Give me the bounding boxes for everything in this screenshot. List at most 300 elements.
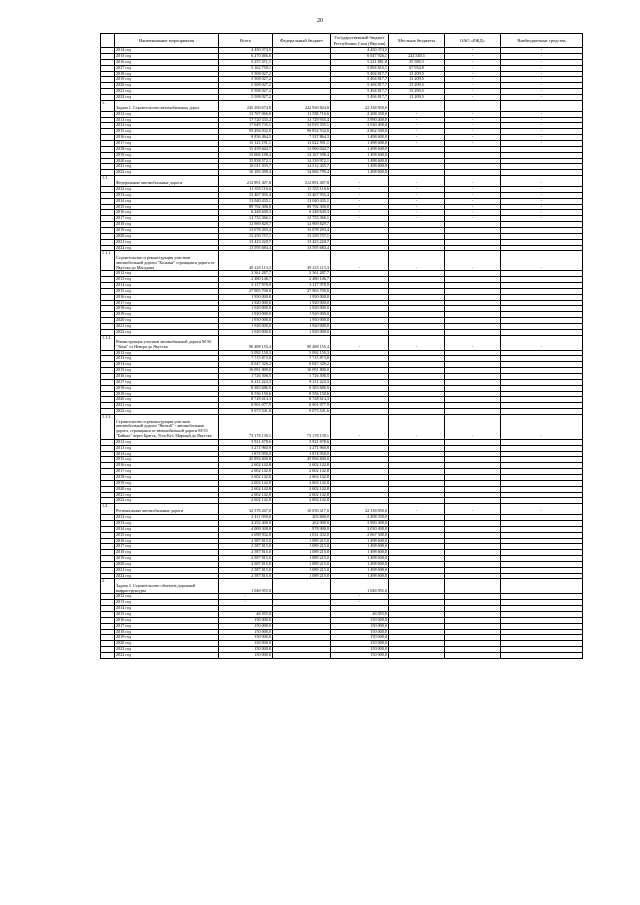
row-local: - [389,129,445,135]
row-rzd: - [445,192,501,198]
row-activity: 2012 год [115,594,219,600]
row-federal: 8 728 614,3 [273,397,331,403]
row-total: 13 078 293,4 [219,227,273,233]
row-total: 8 901 077,9 [219,403,273,409]
row-total: 2 587 815,0 [219,561,273,567]
row-activity: 2022 год [115,409,219,415]
row-extrabudgetary: - [501,204,583,210]
row-activity: 2016 год [115,135,219,141]
row-local: - [389,111,445,117]
row-total: 150 000,0 [219,629,273,635]
row-total: 1 920 000,0 [219,300,273,306]
row-local: - [389,204,445,210]
row-local: - [389,123,445,129]
row-total: 46 955,0 [219,612,273,618]
row-state: 3 030 400,0 [331,526,389,532]
row-rzd: - [445,65,501,71]
row-rzd: - [445,77,501,83]
row-federal: 27 905 700,0 [273,288,331,294]
row-total: 8 556 150,6 [219,391,273,397]
row-activity: 2012 год [115,111,219,117]
row-activity: 2016 год [115,210,219,216]
row-federal: 89 792 300,0 [273,204,331,210]
row-extrabudgetary: - [501,251,583,271]
row-activity: 2020 год [115,397,219,403]
row-activity: 2020 год [115,561,219,567]
row-total: 5 257 471,1 [219,59,273,65]
row-state: 46 955,0 [331,612,389,618]
row-federal [273,652,331,658]
row-federal: 2 361 287,7 [273,271,331,277]
row-local: - [389,210,445,216]
row-extrabudgetary: - [501,94,583,100]
row-local: 13 209,5 [389,77,445,83]
row-federal: 1 089 215,0 [273,538,331,544]
row-total: 16 183 399,4 [219,170,273,176]
row-total: 150 000,0 [219,641,273,647]
row-total: 5 508 027,2 [219,71,273,77]
row-extrabudgetary: - [501,65,583,71]
row-total: 150 000,0 [219,617,273,623]
row-activity: 2016 год [115,59,219,65]
row-federal: 8 901 077,9 [273,403,331,409]
row-activity: 2015 год [115,54,219,60]
row-total: 90 488 155,4 [219,335,273,350]
row-activity: 2021 год [115,164,219,170]
row-total: 16 091 800,0 [219,368,273,374]
row-total: 1 726 506,5 [219,374,273,380]
row-activity: 2018 год [115,222,219,228]
row-activity: 2022 год [115,245,219,251]
row-state: 5 094 816,1 [331,65,389,71]
row-total: 5 508 027,2 [219,89,273,95]
row-activity: 2014 год [115,362,219,368]
row-state: 2 662 500,0 [331,129,389,135]
row-rzd: - [445,204,501,210]
row-state: 2 667 500,0 [331,532,389,538]
row-number: 1.1.2. [101,335,115,350]
row-extrabudgetary [501,579,583,594]
row-local: 13 209,5 [389,94,445,100]
row-state: 22 338 850,0 [331,504,389,515]
row-state: 1 498 600,0 [331,567,389,573]
row-rzd: - [445,335,501,350]
row-rzd: - [445,94,501,100]
budget-table [100,33,583,659]
header-extrabudgetary: Внебюджетные средства [501,34,583,48]
row-state: 1 498 600,0 [331,538,389,544]
row-total: 2 480 146,7 [219,277,273,283]
row-total: - [219,600,273,606]
row-state: 3 030 400,0 [331,123,389,129]
row-federal: 978 900,0 [273,526,331,532]
row-state: 1 498 600,0 [331,164,389,170]
row-activity: 2013 год [115,356,219,362]
row-federal: 8 211 223,3 [273,379,331,385]
row-rzd: - [445,117,501,123]
row-activity: 2016 год [115,294,219,300]
row-total: 2 602 142,8 [219,474,273,480]
row-total: 2 587 815,0 [219,556,273,562]
row-total: 5 508 027,2 [219,77,273,83]
row-federal: 2 602 142,8 [273,469,331,475]
row-total: 2 602 142,8 [219,463,273,469]
row-federal: 13 250 757,1 [273,233,331,239]
row-federal: 14 684 799,4 [273,170,331,176]
row-activity: 2015 год [115,129,219,135]
row-extrabudgetary: - [501,192,583,198]
row-extrabudgetary: - [501,504,583,515]
row-total: 2 602 142,8 [219,498,273,504]
row-federal: 1 920 000,0 [273,329,331,335]
row-activity: 2012 год [115,515,219,521]
row-rzd: - [445,111,501,117]
row-activity: 2015 год [115,288,219,294]
row-state: - [331,198,389,204]
row-activity: 2012 год [115,439,219,445]
header-total: Всего [219,34,273,48]
row-activity: 2015 год [115,612,219,618]
row-activity: 2013 год [115,445,219,451]
row-total: 32 378 267,0 [219,504,273,515]
row-total: 2 587 815,0 [219,538,273,544]
header-state-budget: Государственный бюджет Республики Саха (Якутия) [331,34,389,48]
row-total: 1 920 000,0 [219,323,273,329]
row-activity: 2018 год [115,306,219,312]
row-federal: 1 089 215,0 [273,550,331,556]
row-extrabudgetary: - [501,141,583,147]
row-total: 93 494 032,0 [219,129,273,135]
row-local: - [389,504,445,515]
row-activity: 2017 год [115,544,219,550]
row-federal: 1 726 506,5 [273,374,331,380]
row-activity: 2019 год [115,77,219,83]
row-state: 150 000,0 [331,629,389,635]
row-total: 150 000,0 [219,652,273,658]
row-federal: 14 167 598,4 [273,152,331,158]
row-total: 1 920 000,0 [219,312,273,318]
row-activity: 2022 год [115,573,219,579]
row-total: 3 921 678,6 [219,439,273,445]
row-extrabudgetary: - [501,123,583,129]
row-activity: 2018 год [115,385,219,391]
row-total: 3 698 932,0 [219,532,273,538]
row-number: 1.1.1. [101,251,115,271]
row-federal: 8 383 686,9 [273,385,331,391]
section-row [101,176,583,187]
row-local: - [389,117,445,123]
row-total: 3 117 978,9 [219,283,273,289]
row-number: 1. [101,100,115,111]
row-rzd: - [445,187,501,193]
row-activity: Федеральные автомобильные дороги [115,176,219,187]
row-activity: 2017 год [115,216,219,222]
row-rzd: - [445,141,501,147]
row-activity: 2014 год [115,198,219,204]
row-activity: Реконструкция участков автомобильной дороги М-56 "Лена" от Невера до Якутска [115,335,219,350]
row-number: 1.1. [101,176,115,187]
row-extrabudgetary: - [501,77,583,83]
row-federal: 1 089 215,0 [273,556,331,562]
row-local [389,652,445,658]
row-federal: 9 073 541,6 [273,409,331,415]
row-federal: 262 000,0 [273,521,331,527]
row-rzd: - [445,216,501,222]
row-state: 1 498 600,0 [331,158,389,164]
row-total: 49 225 113,3 [219,251,273,271]
row-activity: 2014 год [115,283,219,289]
row-total: 15 666 198,4 [219,152,273,158]
row-activity: 2019 год [115,480,219,486]
row-local: - [389,414,445,439]
row-extrabudgetary: - [501,198,583,204]
row-extrabudgetary: - [501,111,583,117]
row-state: 150 000,0 [331,641,389,647]
row-total: - [219,594,273,600]
row-total: 212 891 407,8 [219,176,273,187]
row-federal: 13 595 684,4 [273,245,331,251]
row-total: 5 508 027,2 [219,83,273,89]
row-activity: 2021 год [115,492,219,498]
row-total: 2 602 142,8 [219,469,273,475]
row-total: 1 950 000,0 [219,294,273,300]
section-row [101,414,583,439]
row-state: 5 494 817,7 [331,77,389,83]
row-federal: 2 602 142,8 [273,480,331,486]
row-total: 8 211 223,3 [219,379,273,385]
row-total: 150 000,0 [219,635,273,641]
row-federal: 16 091 800,0 [273,368,331,374]
section-row [101,100,583,111]
row-activity: 2013 год [115,600,219,606]
row-state: - [331,187,389,193]
row-federal: 73 178 139,1 [273,414,331,439]
row-federal: 45 894 600,0 [273,457,331,463]
row-extrabudgetary: - [501,48,583,54]
row-extrabudgetary [501,652,583,658]
row-total: 5 092 150,3 [219,350,273,356]
row-extrabudgetary: - [501,129,583,135]
row-activity: Задача 1. Строительство автомобильных дорог [115,100,219,111]
row-federal: 90 832 532,0 [273,129,331,135]
row-total: 245 269 674,8 [219,100,273,111]
row-activity: 2019 год [115,152,219,158]
row-total: 4 450 374,5 [219,48,273,54]
row-total: 5 162 750,1 [219,65,273,71]
row-federal: 11 355 116,6 [273,187,331,193]
row-state: 150 000,0 [331,617,389,623]
row-total: 73 178 139,1 [219,414,273,439]
row-activity: 2020 год [115,486,219,492]
row-total: 2 602 142,8 [219,492,273,498]
header-number [101,34,115,48]
row-federal: 14 339 972,1 [273,158,331,164]
header-federal-budget: Федеральный бюджет [273,34,331,48]
row-federal: 2 602 142,8 [273,474,331,480]
row-activity: 2014 год [115,451,219,457]
header-activity: Наименование мероприятия [115,34,219,48]
row-federal: 203 600,0 [273,515,331,521]
row-state: - [331,335,389,350]
row-extrabudgetary: - [501,117,583,123]
row-total: 13 595 684,4 [219,245,273,251]
row-total: 1 046 955,0 [219,579,273,594]
row-total: 8 728 614,3 [219,397,273,403]
row-state: 2 208 350,0 [331,515,389,521]
row-activity: 2012 год [115,187,219,193]
row-federal: 2 602 142,8 [273,492,331,498]
row-activity: 2022 год [115,94,219,100]
row-state: 5 494 817,7 [331,71,389,77]
row-federal: 90 488 155,4 [273,335,331,350]
row-state: 22 338 850,0 [331,100,389,111]
row-local: - [389,192,445,198]
row-number: 1.2. [101,504,115,515]
row-total: 1 950 000,0 [219,318,273,324]
row-activity: 2022 год [115,498,219,504]
row-activity: 2015 год [115,204,219,210]
row-local: 67 934,0 [389,65,445,71]
row-total: 16 011 035,7 [219,164,273,170]
row-rzd [445,100,501,111]
row-extrabudgetary: - [501,71,583,77]
row-local: - [389,335,445,350]
row-state: 1 498 600,0 [331,135,389,141]
row-activity: 2017 год [115,300,219,306]
row-total: 3 271 960,9 [219,445,273,451]
row-activity: 2021 год [115,239,219,245]
row-rzd: - [445,251,501,271]
row-federal: 11 558 716,6 [273,111,331,117]
row-total: 6 270 466,6 [219,54,273,60]
table-header-row [101,34,583,48]
row-activity: 2018 год [115,550,219,556]
row-rzd: - [445,123,501,129]
row-activity: Строительство и реконструкция участков автомобильной дороги "Вилюй" - автомобильная дорога, строящаяся от автомобильной дороги М-53 "Байкал" через Братск, Усть-Кут, Мирный до Якутска [115,414,219,439]
row-state: 1 498 600,0 [331,544,389,550]
row-state: - [331,600,389,606]
row-rzd: - [445,71,501,77]
row-total: 2 602 142,8 [219,480,273,486]
row-extrabudgetary [501,100,583,111]
row-federal: 14 512 435,7 [273,164,331,170]
row-federal [273,579,331,594]
row-state: - [331,594,389,600]
row-local: - [389,141,445,147]
row-state: - [331,251,389,271]
row-total: 45 894 600,0 [219,457,273,463]
row-federal: 13 040 435,1 [273,198,331,204]
row-activity: 2020 год [115,641,219,647]
row-state: - [331,414,389,439]
row-local: - [389,176,445,187]
row-federal: 1 089 215,0 [273,544,331,550]
row-rzd: - [445,48,501,54]
row-state: 1 498 600,0 [331,573,389,579]
row-state: - [331,192,389,198]
row-activity: 2014 год [115,526,219,532]
row-local [389,579,445,594]
row-federal: 10 039 417,0 [273,504,331,515]
row-federal: 6 248 649,3 [273,210,331,216]
row-activity: 2022 год [115,329,219,335]
row-rzd: - [445,83,501,89]
row-total: 9 073 541,6 [219,409,273,415]
row-activity: 2018 год [115,146,219,152]
row-total: 2 587 815,0 [219,573,273,579]
row-federal: 1 031 432,0 [273,532,331,538]
row-federal: 12 969 829,7 [273,222,331,228]
row-local: - [389,135,445,141]
row-activity: 2017 год [115,379,219,385]
row-number [101,652,115,658]
table-row [101,652,583,658]
row-activity: 2019 год [115,635,219,641]
row-local: - [389,251,445,271]
row-federal: 5 092 150,3 [273,350,331,356]
row-rzd: - [445,210,501,216]
row-rzd [445,652,501,658]
row-local: 13 209,5 [389,71,445,77]
row-activity: 2014 год [115,123,219,129]
row-federal: 7 715 873,8 [273,356,331,362]
row-state: 5 494 817,7 [331,83,389,89]
row-state: 4 450 374,5 [331,48,389,54]
row-state: 1 498 600,0 [331,170,389,176]
row-state: 1 498 600,0 [331,146,389,152]
row-total: 5 508 027,2 [219,94,273,100]
row-federal: 1 920 000,0 [273,323,331,329]
row-total: 1 920 000,0 [219,329,273,335]
section-row [101,579,583,594]
row-local: 13 209,5 [389,89,445,95]
row-total: 15 121 191,1 [219,141,273,147]
row-total: 2 361 287,7 [219,271,273,277]
row-activity: Строительство и реконструкция участков автомобильной дороги "Колыма" строящаяся дорога от Якутска до Магадана [115,251,219,271]
row-state: 2 208 350,0 [331,111,389,117]
row-activity: 2021 год [115,567,219,573]
row-activity: 2021 год [115,647,219,653]
row-rzd: - [445,414,501,439]
row-activity: 2020 год [115,158,219,164]
row-federal: 1 920 000,0 [273,300,331,306]
row-rzd: - [445,176,501,187]
row-federal: 3 117 978,9 [273,283,331,289]
row-state: 1 498 600,0 [331,152,389,158]
row-total: 12 969 829,7 [219,222,273,228]
row-state: 3 990 400,0 [331,521,389,527]
row-rzd: - [445,129,501,135]
row-activity: 2019 год [115,391,219,397]
row-state: 6 047 926,1 [331,54,389,60]
row-extrabudgetary: - [501,59,583,65]
row-extrabudgetary: - [501,210,583,216]
row-state: 1 046 955,0 [331,579,389,594]
row-activity: 2013 год [115,277,219,283]
row-total: 12 733 366,1 [219,216,273,222]
row-activity: 2020 год [115,233,219,239]
row-rzd: - [445,504,501,515]
row-total: 2 587 815,0 [219,567,273,573]
row-extrabudgetary: - [501,335,583,350]
row-rzd [445,579,501,594]
row-activity: 2012 год [115,350,219,356]
row-federal: 2 602 142,8 [273,463,331,469]
row-federal: 8 556 150,6 [273,391,331,397]
row-extrabudgetary: - [501,176,583,187]
row-state: 150 000,0 [331,635,389,641]
row-federal: 14 019 335,1 [273,123,331,129]
